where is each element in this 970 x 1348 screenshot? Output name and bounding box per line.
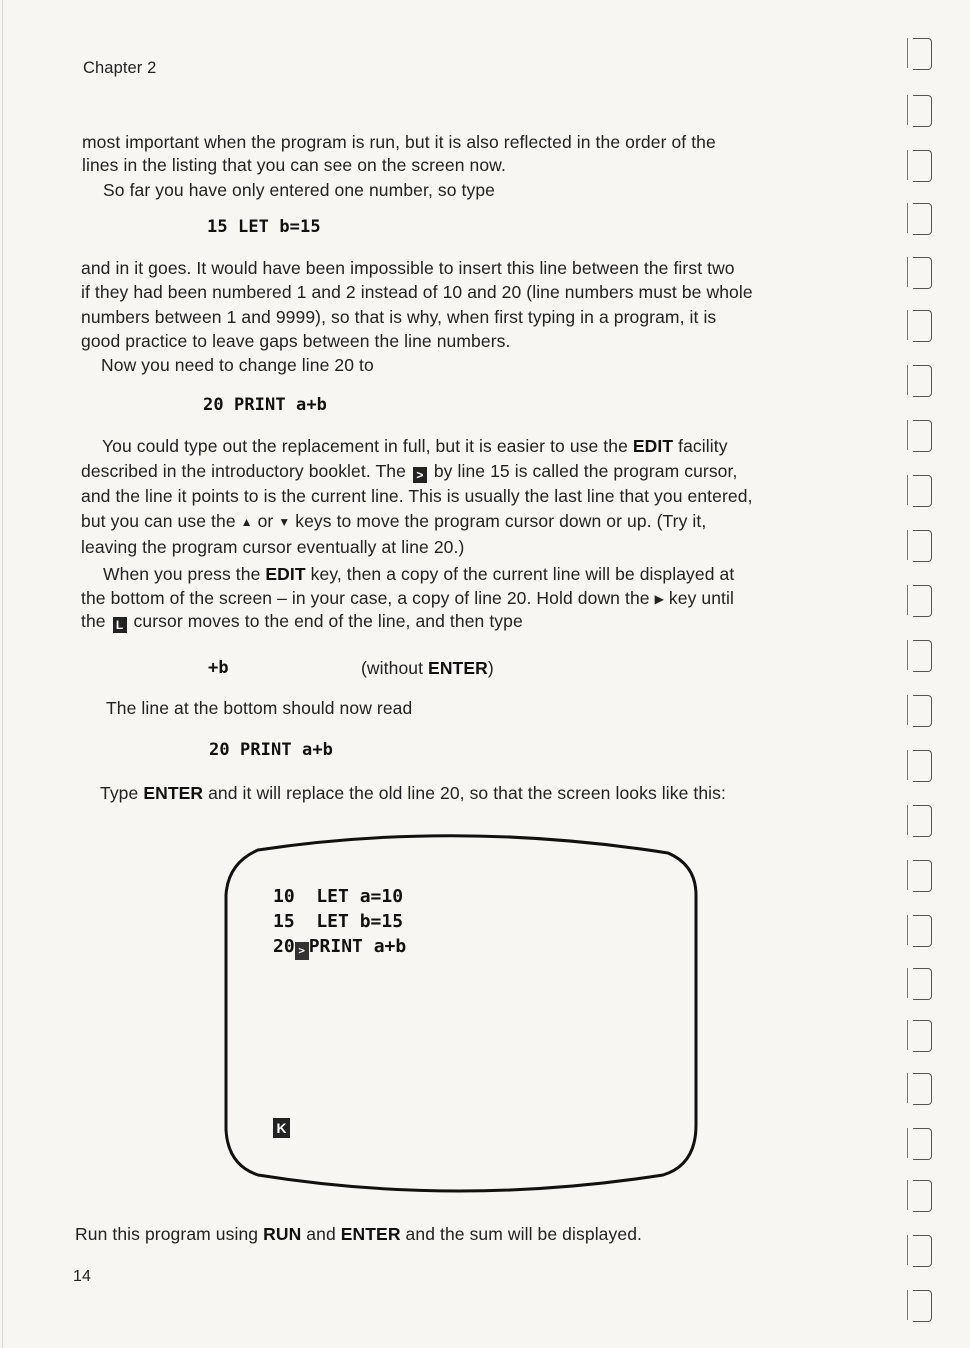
text-run: ) bbox=[487, 658, 494, 678]
text-run: and it will replace the old line 20, so that the screen looks like this: bbox=[203, 783, 726, 803]
enter-key-label: ENTER bbox=[428, 658, 488, 678]
paragraph-line bbox=[81, 609, 523, 633]
binding-ring bbox=[913, 1180, 932, 1212]
code-line-15-let: 15 LET b=15 bbox=[207, 217, 321, 237]
binding-ring bbox=[913, 915, 932, 947]
edit-key-label: EDIT bbox=[632, 436, 674, 456]
text-run: or bbox=[252, 511, 279, 531]
paragraph-line: numbers between 1 and 9999), so that is why, when first typing in a program, it is bbox=[81, 307, 717, 327]
text-run: by line 15 is called the program cursor, bbox=[428, 461, 738, 481]
text-run: the bottom of the screen – in your case, a copy of line 20. Hold down the bbox=[81, 588, 655, 608]
edit-key-label: EDIT bbox=[265, 564, 306, 584]
binding-ring bbox=[913, 695, 932, 727]
paragraph-line: good practice to leave gaps between the line numbers. bbox=[81, 331, 511, 351]
paragraph-line bbox=[81, 459, 737, 483]
paragraph-line: So far you have only entered one number, so type bbox=[103, 180, 495, 200]
binding-ring bbox=[913, 1235, 932, 1267]
binding-ring bbox=[913, 1290, 932, 1322]
chapter-heading: Chapter 2 bbox=[83, 59, 157, 77]
code-line-20-print-result: 20 PRINT a+b bbox=[209, 740, 334, 760]
screen-line-10: 10 LET a=10 bbox=[273, 886, 404, 907]
paragraph-line bbox=[100, 781, 726, 805]
text-run: the bbox=[81, 611, 111, 631]
text-run: Run this program using bbox=[75, 1224, 264, 1244]
code-line-20-print: 20 PRINT a+b bbox=[203, 395, 328, 415]
binding-ring bbox=[913, 95, 932, 127]
line-statement: PRINT a+b bbox=[308, 936, 407, 957]
text-run: facility bbox=[673, 436, 728, 456]
tv-screen-outline bbox=[218, 825, 700, 1203]
binding-ring bbox=[913, 150, 932, 182]
tv-screen-illustration bbox=[218, 825, 700, 1203]
text-run: key until bbox=[663, 588, 734, 608]
page-number: 14 bbox=[73, 1268, 91, 1285]
binding-ring bbox=[913, 530, 932, 562]
binding-ring bbox=[913, 1128, 932, 1160]
binding-ring bbox=[913, 475, 932, 507]
up-arrow-key-icon: ▼ bbox=[278, 515, 291, 529]
paragraph-line: most important when the program is run, but it is also reflected in the order of the bbox=[82, 132, 716, 152]
text-run: and bbox=[301, 1224, 341, 1244]
paragraph-line: Now you need to change line 20 to bbox=[101, 355, 374, 375]
binding-ring bbox=[913, 365, 932, 397]
paragraph-line: if they had been numbered 1 and 2 instead of 10 and 20 (line numbers must be whole bbox=[81, 282, 753, 302]
binding-ring bbox=[913, 1020, 932, 1052]
paragraph-line bbox=[102, 434, 728, 458]
paragraph-line bbox=[103, 562, 734, 586]
binding-ring bbox=[913, 968, 932, 1000]
text-run: cursor moves to the end of the line, and then type bbox=[128, 611, 523, 631]
screen-line-20 bbox=[273, 936, 406, 960]
page-edge bbox=[2, 0, 3, 1348]
text-run: but you can use the bbox=[81, 511, 241, 531]
run-key-label: RUN bbox=[263, 1224, 302, 1244]
text-run: (without bbox=[361, 658, 429, 678]
binding-ring bbox=[913, 860, 932, 892]
paragraph-line: lines in the listing that you can see on the screen now. bbox=[82, 155, 506, 175]
text-run: Type bbox=[100, 783, 144, 803]
screen-line-15: 15 LET b=15 bbox=[273, 911, 404, 932]
binding-ring bbox=[913, 310, 932, 342]
binding-ring bbox=[913, 805, 932, 837]
enter-key-label: ENTER bbox=[143, 783, 204, 803]
text-run: When you press the bbox=[103, 564, 266, 584]
text-run: and the sum will be displayed. bbox=[400, 1224, 642, 1244]
paragraph-line: The line at the bottom should now read bbox=[106, 698, 413, 718]
l-cursor-icon: L bbox=[113, 617, 127, 633]
paragraph-line bbox=[81, 509, 706, 534]
paragraph-line: and the line it points to is the current line. This is usually the last line that you entered, bbox=[81, 486, 753, 506]
program-cursor-icon: > bbox=[295, 942, 309, 960]
binding-ring bbox=[913, 640, 932, 672]
binding-ring bbox=[913, 38, 932, 70]
code-plus-b: +b bbox=[208, 658, 229, 678]
binding-ring bbox=[913, 1073, 932, 1105]
binding-ring bbox=[913, 203, 932, 235]
down-arrow-key-icon: ▲ bbox=[240, 515, 253, 529]
binding-ring bbox=[913, 585, 932, 617]
paragraph-line: and in it goes. It would have been impossible to insert this line between the first two bbox=[81, 258, 735, 278]
binding-ring bbox=[913, 420, 932, 452]
code-note bbox=[361, 656, 494, 680]
text-run: key, then a copy of the current line will be displayed at bbox=[305, 564, 735, 584]
program-cursor-icon: > bbox=[413, 467, 427, 483]
k-cursor-icon: K bbox=[273, 1118, 290, 1138]
enter-key-label: ENTER bbox=[340, 1224, 401, 1244]
binding-ring bbox=[913, 257, 932, 289]
right-arrow-key-icon: ▶ bbox=[654, 592, 664, 606]
binding-ring bbox=[913, 750, 932, 782]
text-run: keys to move the program cursor down or up. (Try it, bbox=[290, 511, 707, 531]
text-run: described in the introductory booklet. The bbox=[81, 461, 411, 481]
paragraph-line: leaving the program cursor eventually at line 20.) bbox=[81, 537, 465, 557]
text-run: You could type out the replacement in full, but it is easier to use the bbox=[102, 436, 633, 456]
line-number: 20 bbox=[273, 936, 295, 957]
paragraph-line bbox=[75, 1222, 642, 1246]
paragraph-line bbox=[81, 586, 734, 611]
